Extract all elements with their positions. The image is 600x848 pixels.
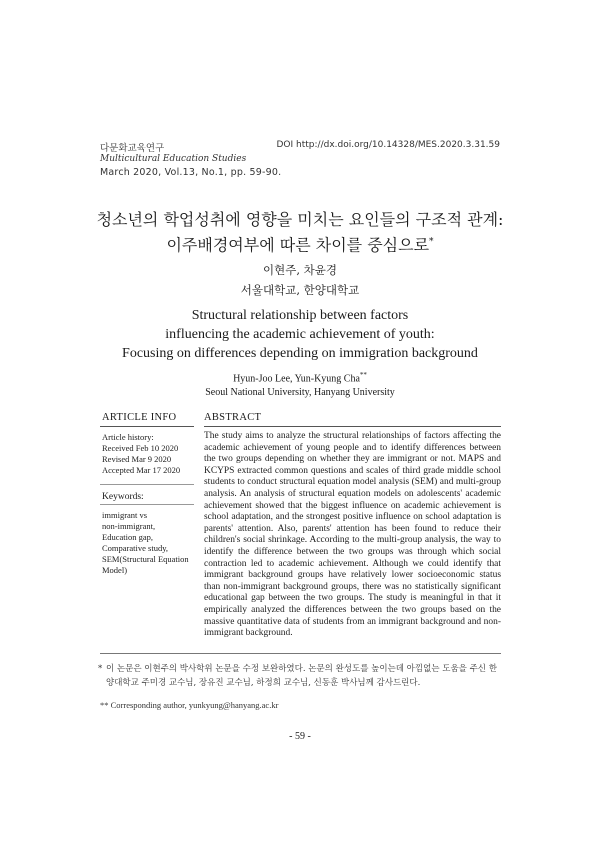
page-number: - 59 -: [289, 731, 311, 742]
article-info-divider: [100, 426, 194, 427]
journal-name-english: Multicultural Education Studies: [100, 154, 247, 164]
keyword-item: non-immigrant,: [102, 521, 156, 531]
korean-title-line-1: 청소년의 학업성취에 영향을 미치는 요인들의 구조적 관계:: [96, 210, 504, 229]
keywords-heading: Keywords:: [102, 492, 144, 502]
title-footnote-mark: *: [429, 237, 434, 247]
keywords-list: [102, 510, 197, 576]
affiliation-korean: 서울대학교, 한양대학교: [240, 283, 360, 297]
footnote-mark: *: [98, 664, 103, 674]
keyword-item: Education gap,: [102, 532, 153, 542]
korean-title-line-2-text: 이주배경여부에 따른 차이를 중심으로: [166, 235, 430, 255]
korean-title: [60, 209, 540, 256]
footnote-acknowledgement-text: 이 논문은 이현주의 박사학위 논문을 수정 보완하였다. 논문의 완성도를 높이는데 아낌없는 도움을 주신 한양대학교 주미경 교수님, 장유진 교수님, 하정희 교수님, 신동훈 박사님께 감사드린다.: [106, 664, 497, 688]
english-title-line-1: Structural relationship between factors: [191, 308, 409, 323]
received-date: Received Feb 10 2020: [102, 443, 179, 453]
english-title-line-3: Focusing on differences depending on immigration background: [122, 346, 478, 361]
keyword-item: Comparative study,: [102, 543, 169, 553]
article-info-heading: ARTICLE INFO: [102, 412, 177, 423]
history-divider: [100, 484, 194, 485]
footnote-acknowledgement: [98, 662, 500, 690]
korean-title-line-2: [60, 231, 540, 256]
author-footnote-mark: **: [359, 371, 367, 379]
abstract-body: The study aims to analyze the structural relationships of factors affecting the academic achievement of young people and to identify differences between the two groups depending on whether they are immigrant or not. MAPS and KCYPS extracted common questions and scales of third grade middle school students to conduct structural equation model analysis (SEM) and multi-group analysis. An analysis of structural equation models on adolescents' academic achievement showed that the biggest influence on academic achievement is school adaptation, and the strongest positive influence on school adaptation is parents' attention. Also, parents' attention has been found to reduce their children's social shrinkage. According to the multi-group analysis, the way to identify the difference between the two groups was through which social contraction led to academic achievement. Although we could identify that immigrant background groups have relatively lower socioeconomic status than non-immigrant background groups, there was no statistically significant educational gap between the two groups. The study is meaningful in that it empirically analyzed the differences between the two groups based on the massive quantitative data of students from an immigrant background and non-immigrant background.: [204, 431, 501, 639]
authors-english: [0, 371, 600, 384]
affiliation-english: Seoul National University, Hanyang University: [205, 387, 395, 398]
authors-english-text: Hyun-Joo Lee, Yun-Kyung Cha: [233, 373, 360, 385]
abstract-divider: [204, 426, 501, 427]
footnote-corresponding-author: ** Corresponding author, yunkyung@hanyang.ac.kr: [100, 700, 279, 710]
revised-date: Revised Mar 9 2020: [102, 454, 172, 464]
english-title-line-2: influencing the academic achievement of youth:: [165, 327, 435, 342]
english-title: [60, 306, 540, 363]
keyword-item: Model): [102, 565, 128, 575]
journal-name-korean: 다문화교육연구: [100, 143, 165, 154]
footnote-divider: [100, 653, 501, 654]
keyword-item: SEM(Structural Equation: [102, 554, 189, 564]
keywords-divider: [100, 504, 194, 505]
doi-link[interactable]: DOI http://dx.doi.org/10.14328/MES.2020.3.31.59: [276, 140, 500, 150]
article-history: [102, 432, 180, 476]
issue-info: March 2020, Vol.13, No.1, pp. 59-90.: [100, 167, 282, 178]
keyword-item: immigrant vs: [102, 510, 148, 520]
authors-korean: 이현주, 차윤경: [263, 263, 337, 277]
history-label: Article history:: [102, 432, 154, 442]
abstract-heading: ABSTRACT: [204, 412, 262, 423]
accepted-date: Accepted Mar 17 2020: [102, 465, 181, 475]
